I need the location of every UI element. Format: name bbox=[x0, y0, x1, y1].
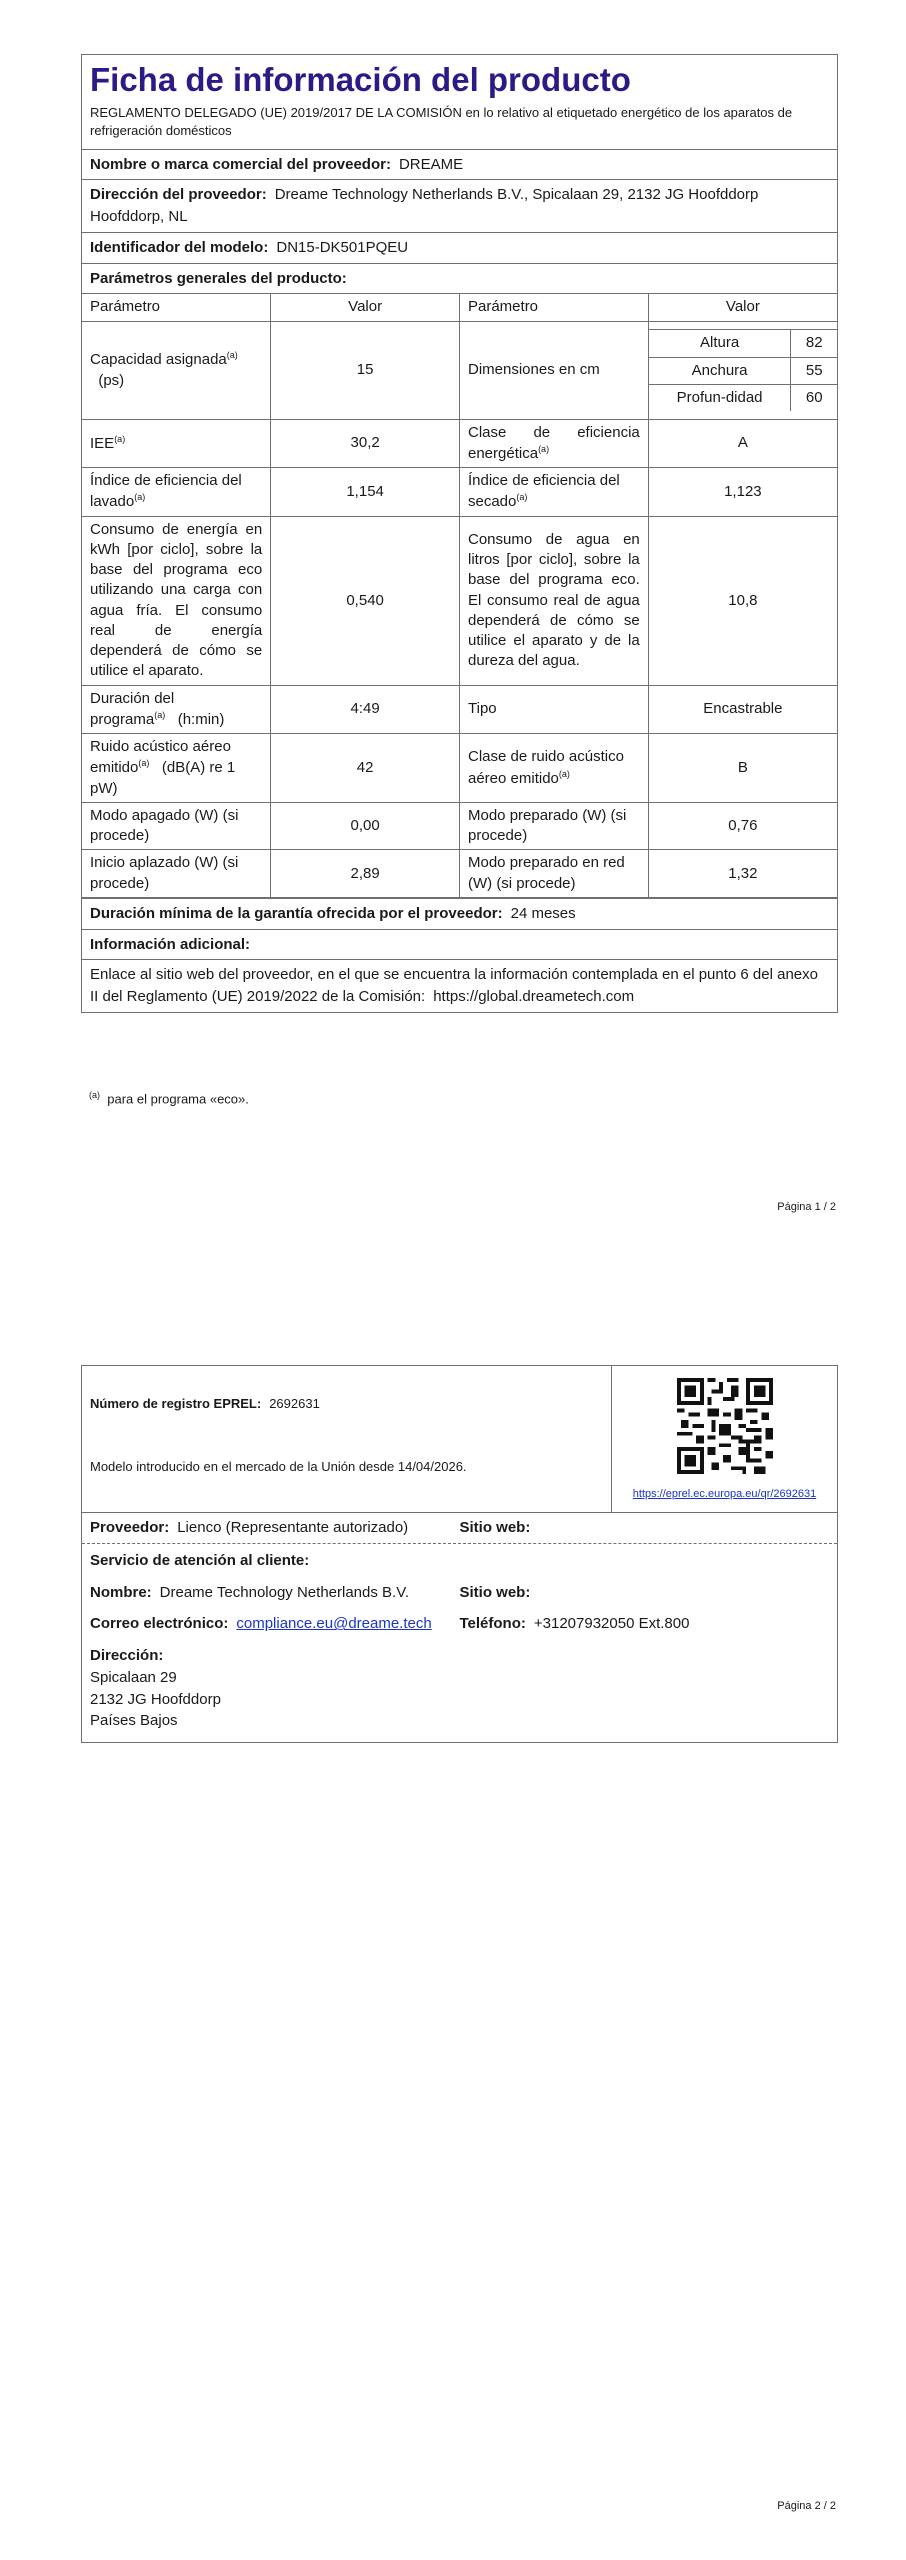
table-row bbox=[82, 516, 837, 685]
warranty-label: Duración mínima de la garantía ofrecida por el proveedor: bbox=[90, 904, 503, 922]
energy-label: Consumo de energía en kWh [por ciclo], sobre la base del programa eco utilizando una carga con agua fría. El consumo real de energía dependerá de cómo se utilice el aparato. bbox=[82, 516, 271, 685]
service-label: Servicio de atención al cliente: bbox=[90, 1551, 310, 1569]
duration-label: Duración del programa$^{(a)}$ (h:min) bbox=[82, 685, 271, 734]
dry-index-label: Índice de eficiencia del secado$^{(a)}$ bbox=[460, 468, 649, 517]
warranty-row bbox=[82, 898, 837, 929]
website2-label: Sitio web: bbox=[459, 1583, 531, 1601]
email-label: Correo electrónico: bbox=[90, 1615, 229, 1633]
network-standby-value: 1,32 bbox=[648, 850, 837, 898]
width-value: 55 bbox=[791, 357, 837, 384]
dimensions-label: Dimensiones en cm bbox=[460, 321, 649, 419]
page-number: Página 1 / 2 bbox=[777, 1201, 836, 1213]
standby-value: 0,76 bbox=[648, 802, 837, 850]
dimensions-cell bbox=[648, 321, 837, 419]
delay-start-label: Inicio aplazado (W) (si procede) bbox=[82, 850, 271, 898]
network-standby-label: Modo preparado en red (W) (si procede) bbox=[460, 850, 649, 898]
table-row bbox=[82, 850, 837, 898]
noise-class-value: B bbox=[648, 734, 837, 803]
delay-start-value: 2,89 bbox=[271, 850, 460, 898]
iee-label: IEE$^{(a)}$ bbox=[82, 419, 271, 468]
page-number-2: Página 2 / 2 bbox=[777, 2500, 836, 2512]
warranty-value: 24 meses bbox=[510, 904, 576, 922]
noise-label: Ruido acústico aéreo emitido$^{(a)}$ (dB(A) re 1 pW) bbox=[82, 734, 271, 803]
general-params-label: Parámetros generales del producto: bbox=[90, 269, 347, 287]
additional-info-row bbox=[82, 929, 837, 960]
address-row bbox=[82, 179, 837, 232]
table-row bbox=[82, 734, 837, 803]
water-label: Consumo de agua en litros [por ciclo], sobre la base del programa eco. El consumo real de agua dependerá de cómo se utilice el aparato y de la dureza del agua. bbox=[460, 516, 649, 685]
duration-value: 4:49 bbox=[271, 685, 460, 734]
eprel-label: Número de registro EPREL: bbox=[90, 1396, 262, 1411]
efficiency-class-value: A bbox=[648, 419, 837, 468]
dimensions-table bbox=[649, 329, 837, 411]
address-line-2: 2132 JG Hoofddorp bbox=[90, 1690, 221, 1708]
customer-service-section bbox=[82, 1544, 837, 1742]
table-row bbox=[82, 468, 837, 517]
general-params-row bbox=[82, 263, 837, 294]
capacity-value: 15 bbox=[271, 321, 460, 419]
capacity-label: Capacidad asignada$^{(a)}$ (ps) bbox=[82, 321, 271, 419]
address-label: Dirección del proveedor: bbox=[90, 186, 267, 204]
standby-label: Modo preparado (W) (si procede) bbox=[460, 802, 649, 850]
provider-value: Lienco (Representante autorizado) bbox=[177, 1519, 409, 1536]
eprel-sheet bbox=[81, 1365, 838, 1743]
website-label: Sitio web: bbox=[459, 1519, 531, 1536]
wash-index-label: Índice de eficiencia del lavado$^{(a)}$ bbox=[82, 468, 271, 517]
table-row bbox=[82, 419, 837, 468]
address-line-3: Países Bajos bbox=[90, 1712, 178, 1730]
model-row bbox=[82, 232, 837, 263]
table-row bbox=[82, 321, 837, 419]
qr-panel bbox=[611, 1366, 837, 1512]
col-header-param-2: Parámetro bbox=[460, 294, 649, 321]
email-link[interactable]: compliance.eu@dreame.tech bbox=[236, 1615, 432, 1633]
type-label: Tipo bbox=[460, 685, 649, 734]
phone-label: Teléfono: bbox=[459, 1615, 526, 1633]
provider-row bbox=[82, 1512, 837, 1543]
footnote: $^{(a)}$ para el programa «eco». bbox=[89, 1090, 249, 1107]
table-row bbox=[82, 802, 837, 850]
height-label: Altura bbox=[649, 330, 791, 357]
additional-text: Enlace al sitio web del proveedor, en el que se encuentra la información contemplada en el punto 6 del anexo II del Reglamento (UE) 2019/2022 de la Comisión: bbox=[90, 966, 818, 1006]
additional-text-row bbox=[82, 959, 837, 1012]
qr-code-icon[interactable] bbox=[677, 1378, 773, 1474]
noise-value: 42 bbox=[271, 734, 460, 803]
table-row bbox=[82, 685, 837, 734]
supplier-label: Nombre o marca comercial del proveedor: bbox=[90, 155, 391, 173]
col-header-value-2: Valor bbox=[648, 294, 837, 321]
type-value: Encastrable bbox=[648, 685, 837, 734]
eprel-qr-link[interactable]: https://eprel.ec.europa.eu/qr/2692631 bbox=[632, 1488, 817, 1500]
supplier-row bbox=[82, 149, 837, 180]
iee-value: 30,2 bbox=[271, 419, 460, 468]
supplier-website-link[interactable]: https://global.dreametech.com bbox=[433, 988, 635, 1006]
product-info-sheet bbox=[81, 54, 838, 1013]
off-mode-label: Modo apagado (W) (si procede) bbox=[82, 802, 271, 850]
name-value: Dreame Technology Netherlands B.V. bbox=[159, 1583, 409, 1601]
page-title: Ficha de información del producto bbox=[90, 61, 631, 98]
regulation-subtitle: REGLAMENTO DELEGADO (UE) 2019/2017 DE LA COMISIÓN en lo relativo al etiquetado energético de los aparatos de refrigeración domésticos bbox=[90, 105, 793, 139]
off-mode-value: 0,00 bbox=[271, 802, 460, 850]
name-label: Nombre: bbox=[90, 1583, 152, 1601]
market-text: Modelo introducido en el mercado de la Unión desde 14/04/2026. bbox=[90, 1459, 467, 1474]
eprel-section bbox=[82, 1366, 837, 1512]
noise-class-label: Clase de ruido acústico aéreo emitido$^{(a)}$ bbox=[460, 734, 649, 803]
additional-label: Información adicional: bbox=[90, 935, 251, 953]
phone-value: +31207932050 Ext.800 bbox=[533, 1615, 690, 1633]
model-value: DN15-DK501PQEU bbox=[276, 238, 409, 256]
eprel-value: 2692631 bbox=[269, 1396, 320, 1411]
col-header-value: Valor bbox=[271, 294, 460, 321]
supplier-value: DREAME bbox=[398, 155, 464, 173]
depth-value: 60 bbox=[791, 384, 837, 411]
col-header-param: Parámetro bbox=[82, 294, 271, 321]
provider-label: Proveedor: bbox=[90, 1519, 170, 1536]
width-label: Anchura bbox=[649, 357, 791, 384]
depth-label: Profun-didad bbox=[649, 384, 791, 411]
wash-index-value: 1,154 bbox=[271, 468, 460, 517]
efficiency-class-label: Clase de eficiencia energética$^{(a)}$ bbox=[460, 419, 649, 468]
table-header-row bbox=[82, 294, 837, 321]
dry-index-value: 1,123 bbox=[648, 468, 837, 517]
parameters-table bbox=[82, 293, 837, 898]
model-label: Identificador del modelo: bbox=[90, 238, 269, 256]
eprel-info bbox=[82, 1366, 611, 1512]
height-value: 82 bbox=[791, 330, 837, 357]
energy-value: 0,540 bbox=[271, 516, 460, 685]
water-value: 10,8 bbox=[648, 516, 837, 685]
address-value: Dreame Technology Netherlands B.V., Spicalaan 29, 2132 JG Hoofddorp Hoofddorp, NL bbox=[90, 186, 759, 226]
address-label-2: Dirección: bbox=[90, 1647, 164, 1664]
address-line-1: Spicalaan 29 bbox=[90, 1668, 177, 1686]
